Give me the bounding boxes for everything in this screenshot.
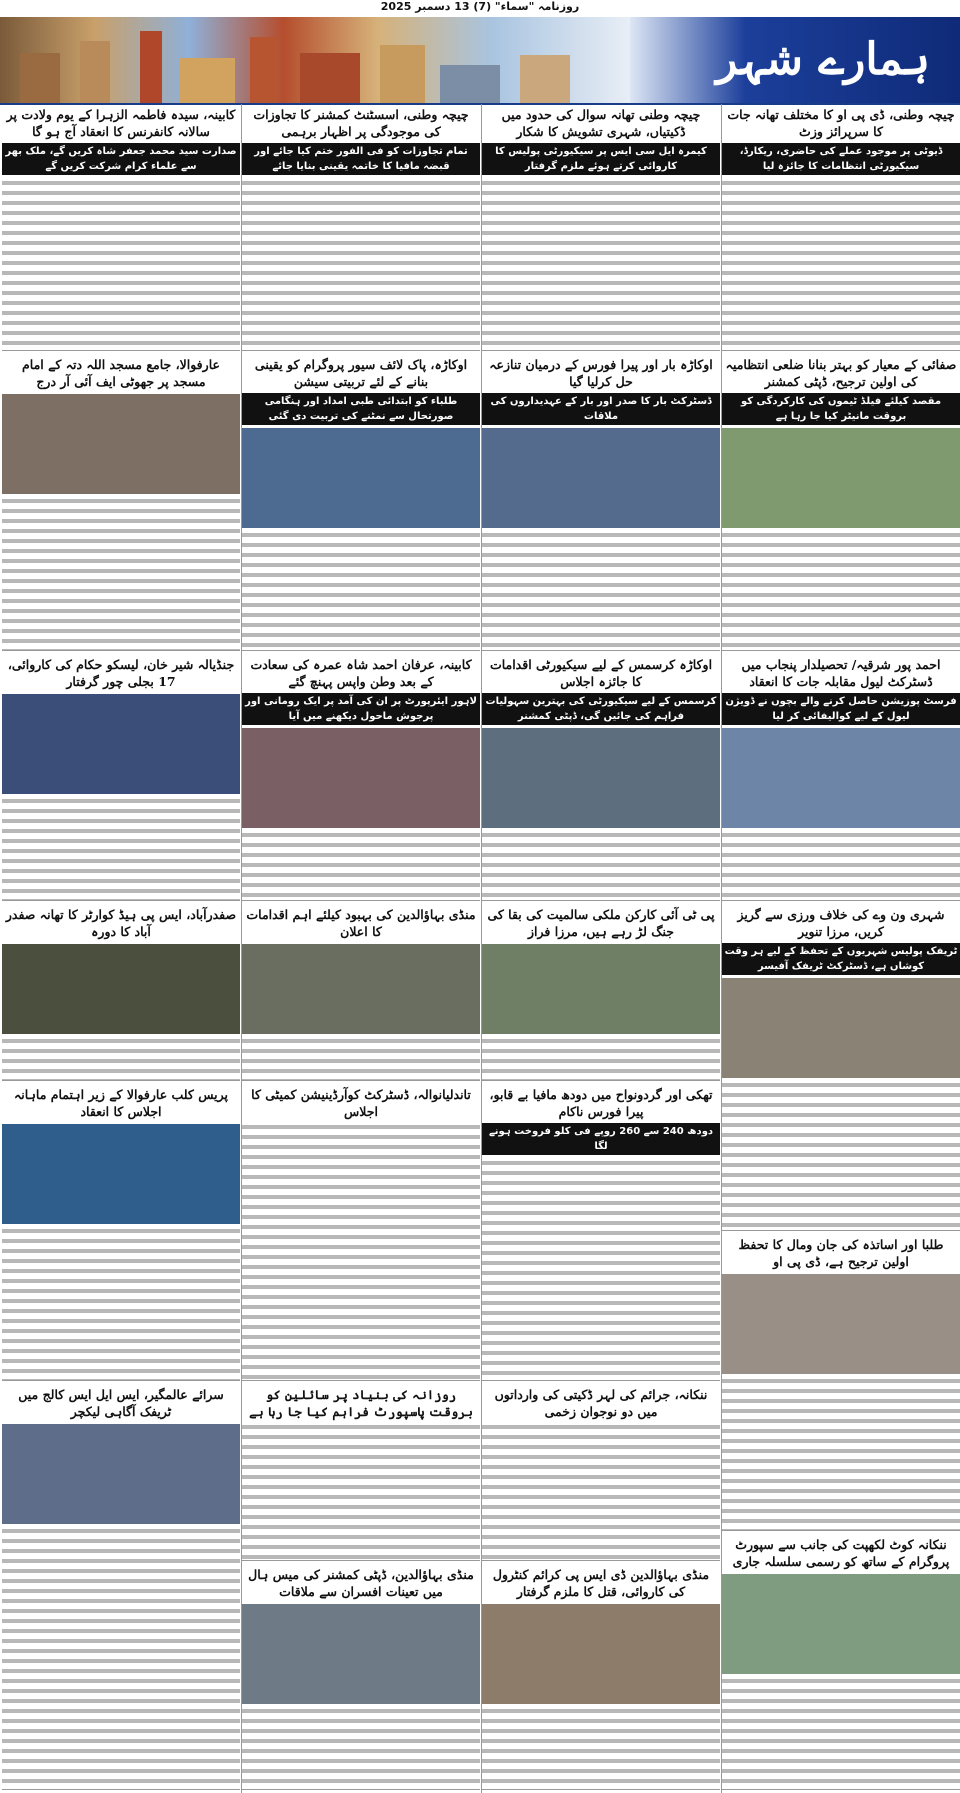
article-subheadline: مقصد کیلئے فیلڈ ٹیموں کی کارکردگی کو بروقت مانیٹر کیا جا رہا ہے [722, 393, 960, 425]
article-body-text [722, 530, 960, 651]
article-headline: کابینہ، عرفان احمد شاہ عمرہ کی سعادت کے بعد وطن واپس پہنچ گئے [250, 657, 472, 689]
article-photo [482, 1604, 720, 1704]
article-subheadline: تمام تجاوزات کو فی الفور ختم کیا جائے اور قبضہ مافیا کا خاتمہ یقینی بنایا جائے [242, 143, 480, 175]
article-photo [2, 944, 240, 1034]
article-headline: کابینہ، سیدہ فاطمہ الزہرا کے یوم ولادت پر سالانہ کانفرنس کا انعقاد آج ہو گا [6, 107, 236, 139]
article-body-text [2, 1036, 240, 1081]
article-body-text [482, 178, 720, 351]
article-body-text [722, 1080, 960, 1231]
news-article [722, 104, 960, 351]
article-photo [242, 728, 480, 828]
article-photo [242, 944, 480, 1034]
article-body-text [242, 178, 480, 351]
masthead [0, 17, 960, 105]
article-photo [2, 1124, 240, 1224]
article-headline: اوکاڑہ کرسمس کے لیے سیکیورٹی اقدامات کا جائزہ اجلاس [489, 657, 713, 689]
article-subheadline: لاہور ایئرپورٹ پر ان کی آمد پر ایک رومانی اور پرجوش ماحول دیکھنے میں آیا [242, 693, 480, 725]
news-article [242, 1084, 480, 1381]
article-photo [2, 394, 240, 494]
news-article [2, 354, 240, 651]
article-body-text [482, 830, 720, 901]
news-article [2, 104, 240, 351]
article-headline: چیچہ وطنی، ڈی پی او کا مختلف تھانہ جات کا سرپرائز وزٹ [727, 107, 955, 139]
article-headline: اوکاڑہ، پاک لائف سیور پروگرام کو یقینی بنانے کے لئے تربیتی سیشن [254, 357, 468, 389]
article-subheadline: طلباء کو ابتدائی طبی امداد اور ہنگامی صورتحال سے نمٹنے کی تربیت دی گئی [242, 393, 480, 425]
article-body-text [2, 496, 240, 651]
news-article [482, 1384, 720, 1561]
news-article [482, 104, 720, 351]
article-subheadline: ڈیوٹی پر موجود عملے کی حاضری، ریکارڈ، سیکیورٹی انتظامات کا جائزہ لیا [722, 143, 960, 175]
article-body-text [722, 830, 960, 901]
article-photo [2, 694, 240, 794]
article-body-text [2, 796, 240, 901]
article-subheadline: کرسمس کے لیے سیکیورٹی کی بہترین سہولیات فراہم کی جائیں گی، ڈپٹی کمشنر [482, 693, 720, 725]
article-subheadline: ڈسٹرکٹ بار کا صدر اور بار کے عہدیداروں کی ملاقات [482, 393, 720, 425]
column-3 [242, 104, 480, 1793]
news-article [722, 654, 960, 901]
article-headline: احمد پور شرقیہ/ تحصیلدار پنجاب میں ڈسٹرکٹ لیول مقابلہ جات کا انعقاد [741, 657, 941, 689]
article-body-text [242, 830, 480, 901]
article-body-text [722, 1376, 960, 1531]
article-body-text [722, 1676, 960, 1790]
news-article [482, 1084, 720, 1381]
article-body-text [482, 530, 720, 651]
news-article [722, 1234, 960, 1531]
article-headline: طلبا اور اساتذہ کی جان ومال کا تحفظ اولین ترجیح ہے، ڈی پی او [738, 1237, 944, 1269]
article-photo [722, 1274, 960, 1374]
article-headline: پریس کلب عارفوالا کے زیر اہتمام ماہانہ اجلاس کا انعقاد [13, 1087, 229, 1119]
news-article [482, 654, 720, 901]
dateline: روزنامہ "سماء" (7) 13 دسمبر 2025 [380, 0, 580, 13]
news-article [242, 654, 480, 901]
article-body-text [482, 1422, 720, 1561]
article-photo [242, 1604, 480, 1704]
section-title: ہمارے شہر [630, 17, 960, 103]
news-article [242, 1564, 480, 1790]
news-article [2, 904, 240, 1081]
article-body-text [2, 1526, 240, 1790]
article-headline: تھکی اور گردونواح میں دودھ مافیا بے قابو، پیرا فورس ناکام [489, 1087, 713, 1119]
news-article [722, 354, 960, 651]
article-subheadline: صدارت سید محمد جعفر شاہ کریں گے، ملک بھر سے علماء کرام شرکت کریں گے [2, 143, 240, 175]
article-headline: منڈی بہاؤالدین کی بہبود کیلئے اہم اقدامات کا اعلان [246, 907, 476, 939]
article-subheadline: کیمرہ ایل سی ایس پر سیکیورٹی پولیس کا کاروائی کرتے ہوئے ملزم گرفتار [482, 143, 720, 175]
article-headline: صفدرآباد، ایس پی ہیڈ کوارٹر کا تھانہ صفدر آباد کا دورہ [5, 907, 237, 939]
article-body-text [2, 1226, 240, 1381]
article-photo [2, 1424, 240, 1524]
article-body-text [242, 1036, 480, 1081]
news-article [242, 104, 480, 351]
column-1 [722, 104, 960, 1793]
article-body-text [482, 1036, 720, 1081]
article-headline: پی ٹی آئی کارکن ملکی سالمیت کی بقا کی جنگ لڑ رہے ہیں، مرزا فراز [487, 907, 715, 939]
news-article [2, 654, 240, 901]
article-headline: چیچہ وطنی، اسسٹنٹ کمشنر کا تجاوزات کی موجودگی پر اظہار برہمی [253, 107, 469, 139]
article-headline: منڈی بہاؤالدین، ڈپٹی کمشنر کی میس ہال میں تعینات افسران سے ملاقات [248, 1567, 474, 1599]
article-headline: عارفوالا، جامع مسجد اللہ دتہ کے امام مسجد پر جھوٹی ایف آئی آر درج [22, 357, 220, 389]
article-headline: چیچہ وطنی تھانہ سوال کی حدود میں ڈکیتیاں، شہری تشویش کا شکار [501, 107, 701, 139]
news-article [2, 1084, 240, 1381]
news-article [242, 904, 480, 1081]
article-body-text [242, 530, 480, 651]
article-subheadline: فرسٹ پوزیشن حاصل کرنے والے بچوں نے ڈویژن لیول کے لیے کوالیفائی کر لیا [722, 693, 960, 725]
article-headline: صفائی کے معیار کو بہتر بنانا ضلعی انتظامیہ کی اولین ترجیح، ڈپٹی کمشنر [725, 357, 957, 389]
article-headline: شہری ون وے کی خلاف ورزی سے گریز کریں، مرزا تنویر [737, 907, 945, 939]
article-photo [482, 944, 720, 1034]
article-headline: ننکانہ، جرائم کی لہر ڈکیتی کی وارداتوں میں دو نوجوان زخمی [494, 1387, 708, 1419]
article-photo [242, 428, 480, 528]
news-article [242, 1384, 480, 1561]
news-article [482, 1564, 720, 1790]
article-subheadline: ٹریفک پولیس شہریوں کے تحفظ کے لیے ہر وقت کوشاں ہے، ڈسٹرکٹ ٹریفک آفیسر [722, 943, 960, 975]
article-photo [722, 428, 960, 528]
article-photo [722, 728, 960, 828]
article-headline: منڈی بہاؤالدین ڈی ایس پی کرائم کنٹرول کی کاروائی، قتل کا ملزم گرفتار [492, 1567, 710, 1599]
article-headline: تاندلیانوالہ، ڈسٹرکٹ کوآرڈینیشن کمیٹی کا اجلاس [251, 1087, 471, 1119]
column-2 [482, 104, 720, 1793]
article-headline: سرائے عالمگیر، ایس ایل ایس کالج میں ٹریفک آگاہی لیکچر [18, 1387, 224, 1419]
article-body-text [482, 1158, 720, 1381]
article-headline: جنڈیالہ شیر خان، لیسکو حکام کی کاروائی، 17 بجلی چور گرفتار [7, 657, 235, 689]
news-article [482, 354, 720, 651]
article-photo [482, 728, 720, 828]
news-article [722, 904, 960, 1231]
article-body-text [242, 1422, 480, 1561]
article-body-text [242, 1122, 480, 1381]
article-subheadline: دودھ 240 سے 260 روپے فی کلو فروخت ہونے لگا [482, 1123, 720, 1155]
article-body-text [2, 178, 240, 351]
article-photo [482, 428, 720, 528]
news-article [482, 904, 720, 1081]
news-article [242, 354, 480, 651]
article-headline: روزانہ کی بنیاد پر سائلین کو بروقت پاسپورٹ فراہم کیا جا رہا ہے [249, 1387, 473, 1419]
column-4 [2, 104, 240, 1793]
news-article [2, 1384, 240, 1790]
article-body-text [722, 178, 960, 351]
article-headline: اوکاڑہ بار اور پیرا فورس کے درمیان تنازعہ حل کرلیا گیا [489, 357, 713, 389]
article-body-text [482, 1706, 720, 1790]
article-body-text [242, 1706, 480, 1790]
city-landmarks-banner [0, 17, 630, 103]
article-headline: ننکانہ کوٹ لکھپت کی جانب سے سپورٹ پروگرام کے ساتھ کو رسمی سلسلہ جاری [732, 1537, 950, 1569]
news-article [722, 1534, 960, 1790]
article-photo [722, 1574, 960, 1674]
article-photo [722, 978, 960, 1078]
